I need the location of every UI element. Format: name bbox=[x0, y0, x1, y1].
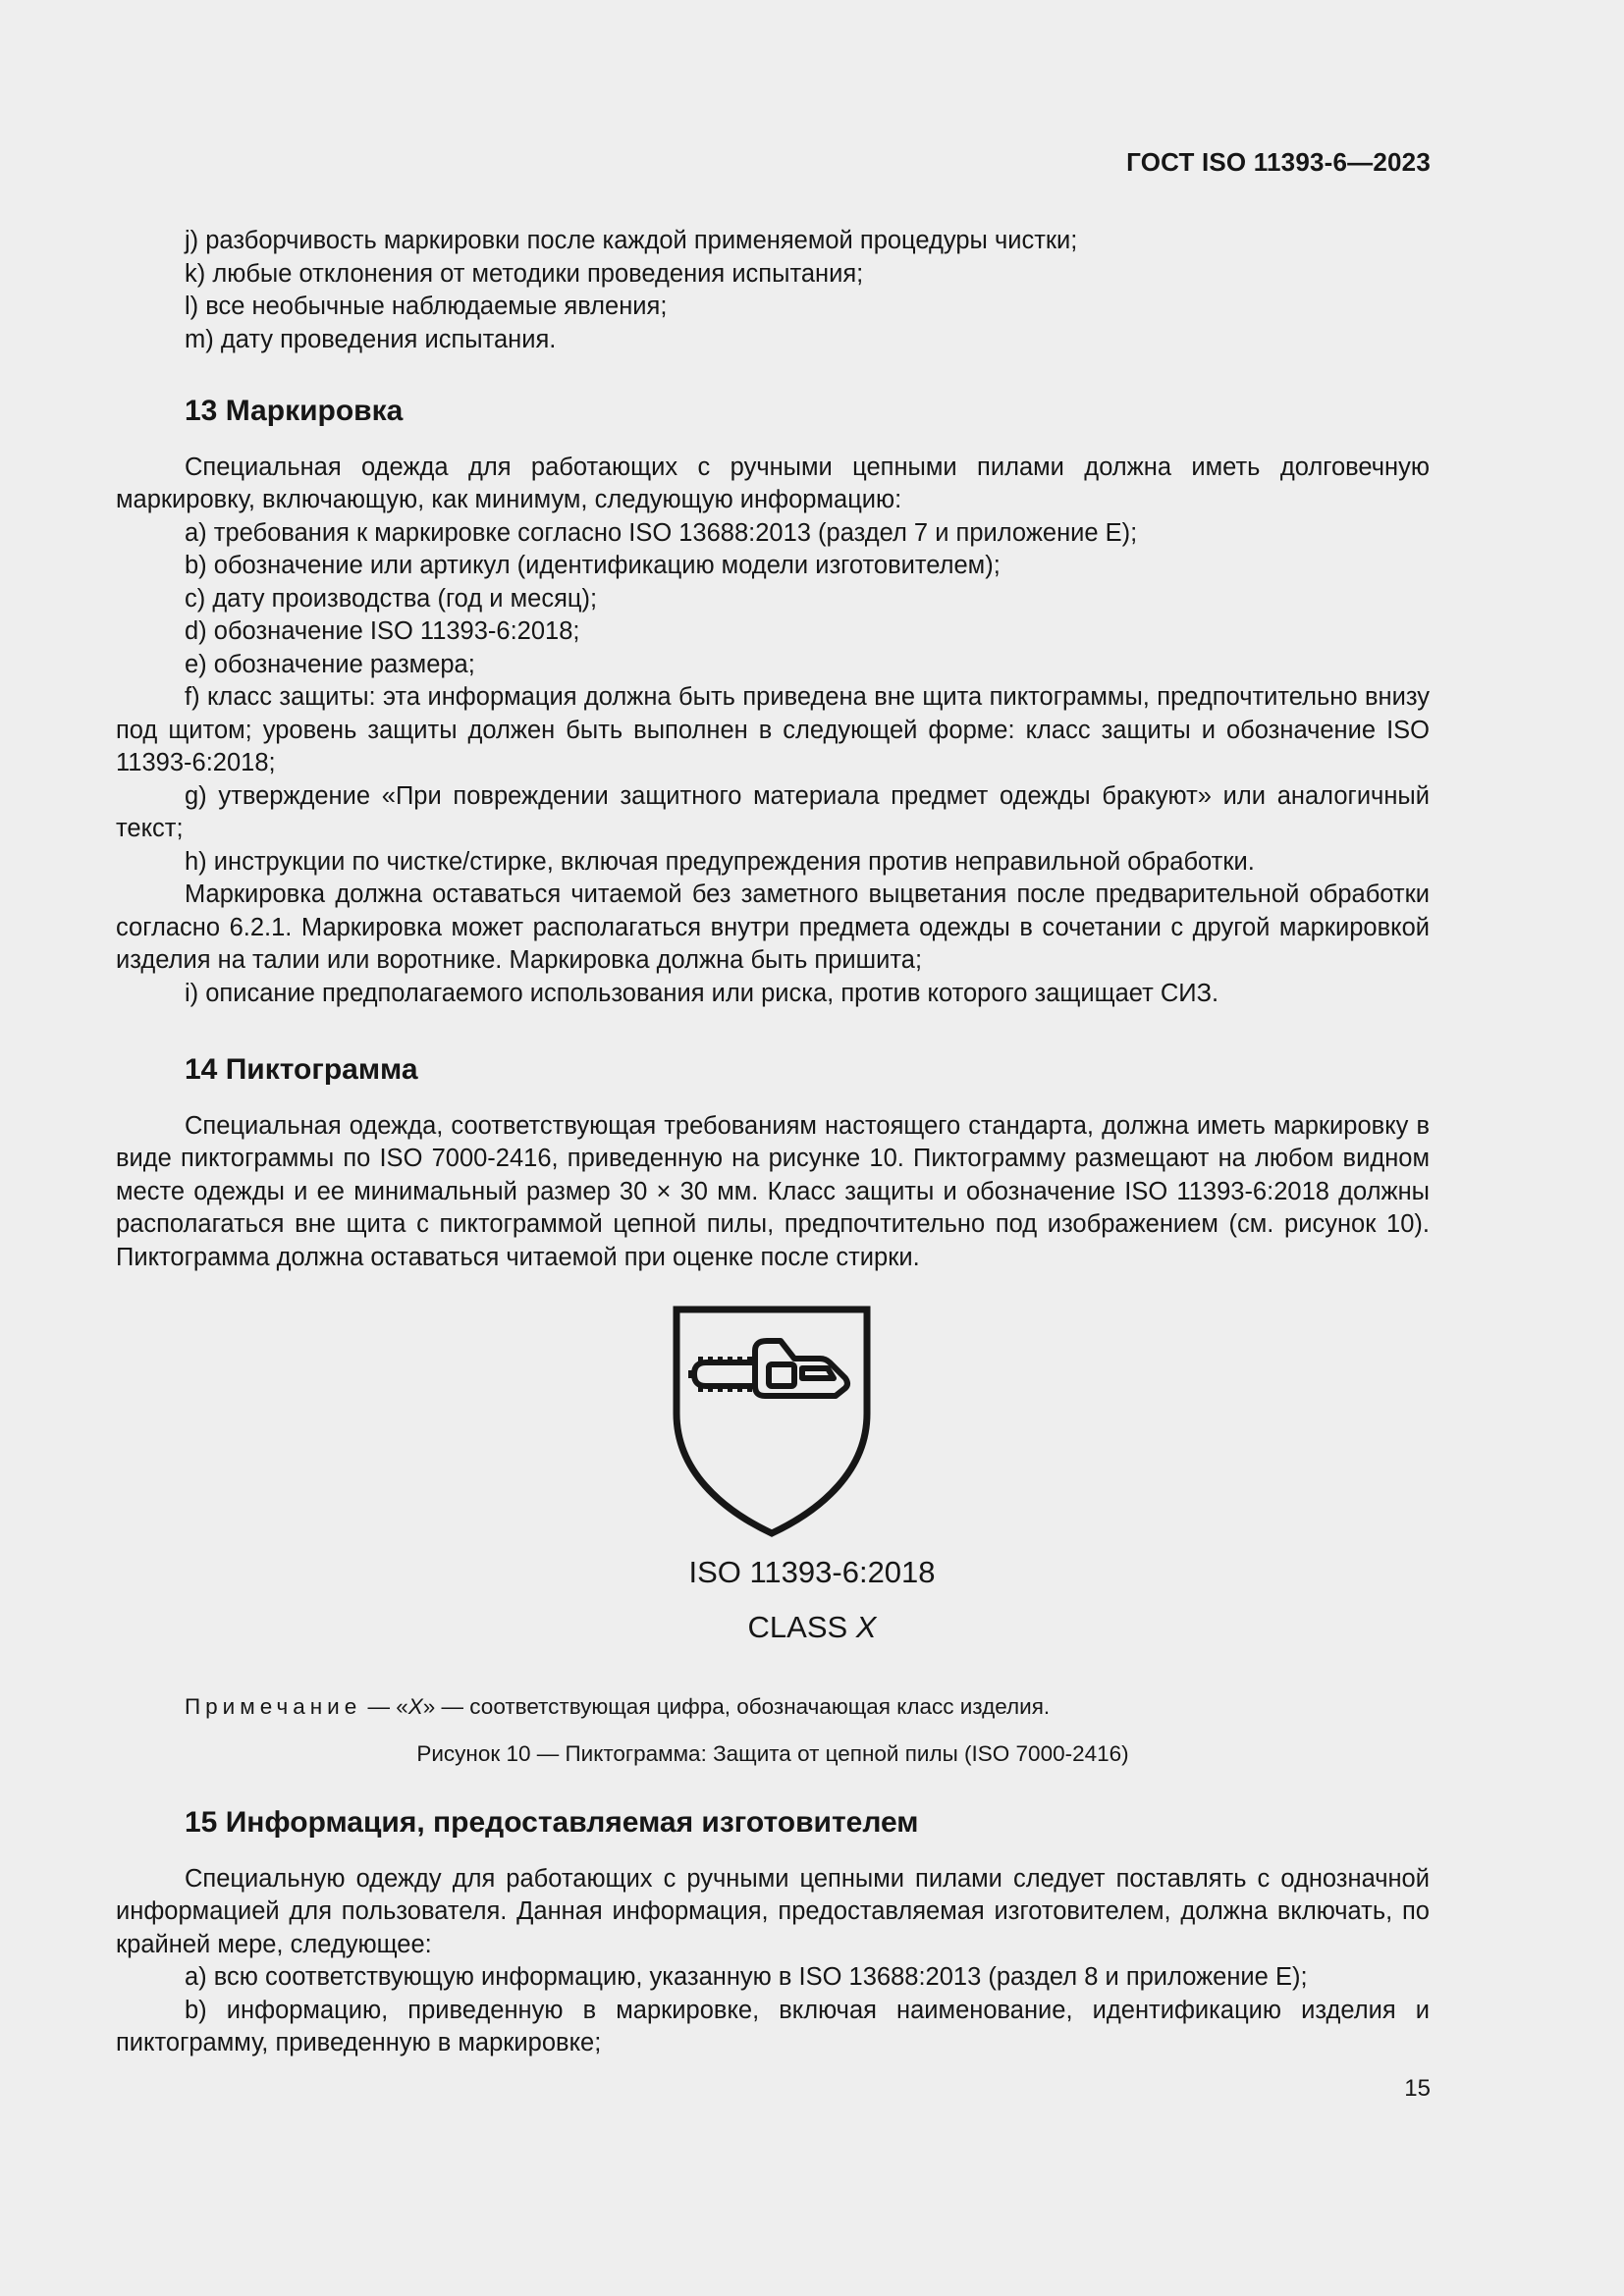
list-item-d: d) обозначение ISO 11393-6:2018; bbox=[185, 617, 580, 645]
list-item-m: m) дату проведения испытания. bbox=[185, 325, 557, 353]
note-dash: — « bbox=[361, 1694, 408, 1719]
legibility-paragraph: Маркировка должна оставаться читаемой без заметного выцветания после предварительной обработки согласно 6.2.1. Маркировка может располагаться внутри предмета одежды в сочетании с другой маркировкой изделия на талии или воротнике. Маркировка должна быть пришита; bbox=[116, 881, 1430, 974]
section-13-heading: 13 Маркировка bbox=[185, 395, 404, 427]
page-number: 15 bbox=[1404, 2075, 1431, 2102]
section-14 bbox=[116, 1053, 1430, 1274]
list-item-c: c) дату производства (год и месяц); bbox=[185, 584, 598, 613]
chainsaw-shield-icon bbox=[673, 1306, 871, 1541]
class-prefix: CLASS bbox=[747, 1610, 856, 1644]
figure-class-label bbox=[0, 1610, 1624, 1645]
figure-note bbox=[185, 1694, 1050, 1720]
list-item-j: j) разборчивость маркировки после каждой применяемой процедуры чистки; bbox=[185, 227, 1078, 254]
section-15-heading: 15 Информация, предоставляемая изготовителем bbox=[185, 1806, 919, 1839]
list-item-e: e) обозначение размера; bbox=[185, 650, 475, 678]
section-15 bbox=[116, 1806, 1430, 2060]
section-15-item-b: b) информацию, приведенную в маркировке, включая наименование, идентификацию изделия и пиктограмму, приведенную в маркировке; bbox=[116, 1996, 1430, 2056]
list-item-l: l) все необычные наблюдаемые явления; bbox=[185, 293, 668, 320]
list-item-f: f) класс защиты: эта информация должна быть приведена вне щита пиктограммы, предпочтительно внизу под щитом; уровень защиты должен быть выполнен в следующей форме: класс защиты и обозначение ISO 11393-6:2018; bbox=[116, 683, 1430, 776]
figure-caption: Рисунок 10 — Пиктограмма: Защита от цепной пилы (ISO 7000-2416) bbox=[416, 1741, 1129, 1766]
section-15-item-a: a) всю соответствующую информацию, указанную в ISO 13688:2013 (раздел 8 и приложение E); bbox=[185, 1963, 1308, 1991]
list-item-a: a) требования к маркировке согласно ISO 13688:2013 (раздел 7 и приложение E); bbox=[185, 518, 1138, 547]
section-14-heading: 14 Пиктограмма bbox=[185, 1053, 418, 1086]
section-14-paragraph: Специальная одежда, соответствующая требованиям настоящего стандарта, должна иметь маркировку в виде пиктограммы по ISO 7000-2416, приведенную на рисунке 10. Пиктограмму размещают на любом видном месте одежды и ее минимальный размер 30 × 30 мм. Класс защиты и обозначение ISO 11393-6:2018 должны располагаться вне щита с пиктограммой цепной пилы, предпочтительно под изображением (см. рисунок 10). Пиктограмма должна оставаться читаемой при оценке после стирки. bbox=[116, 1111, 1430, 1271]
note-text: » — соответствующая цифра, обозначающая класс изделия. bbox=[422, 1694, 1051, 1719]
section-13 bbox=[116, 395, 1430, 1010]
figure-iso-designation: ISO 11393-6:2018 bbox=[688, 1555, 936, 1589]
document-number-header: ГОСТ ISO 11393-6—2023 bbox=[1126, 147, 1431, 177]
list-item-h: h) инструкции по чистке/стирке, включая предупреждения против неправильной обработки. bbox=[185, 847, 1255, 876]
list-item-i: i) описание предполагаемого использования или риска, против которого защищает СИЗ. bbox=[185, 979, 1219, 1007]
note-label: Примечание bbox=[185, 1694, 362, 1719]
list-item-b: b) обозначение или артикул (идентификацию модели изготовителем); bbox=[185, 552, 1001, 579]
section-15-intro: Специальную одежду для работающих с ручными цепными пилами следует поставлять с однозначной информацией для пользователя. Данная информация, предоставляемая изготовителем, должна включать, по крайней мере, следующее: bbox=[116, 1864, 1430, 1958]
list-continuation bbox=[116, 225, 1430, 356]
list-item-k: k) любые отклонения от методики проведения испытания; bbox=[185, 259, 864, 288]
section-13-intro: Специальная одежда для работающих с ручными цепными пилами должна иметь долговечную маркировку, включающую, как минимум, следующую информацию: bbox=[116, 453, 1430, 513]
list-item-g: g) утверждение «При повреждении защитного материала предмет одежды бракуют» или аналогичный текст; bbox=[116, 781, 1430, 842]
note-variable: X bbox=[407, 1694, 423, 1719]
class-variable: X bbox=[855, 1610, 877, 1644]
